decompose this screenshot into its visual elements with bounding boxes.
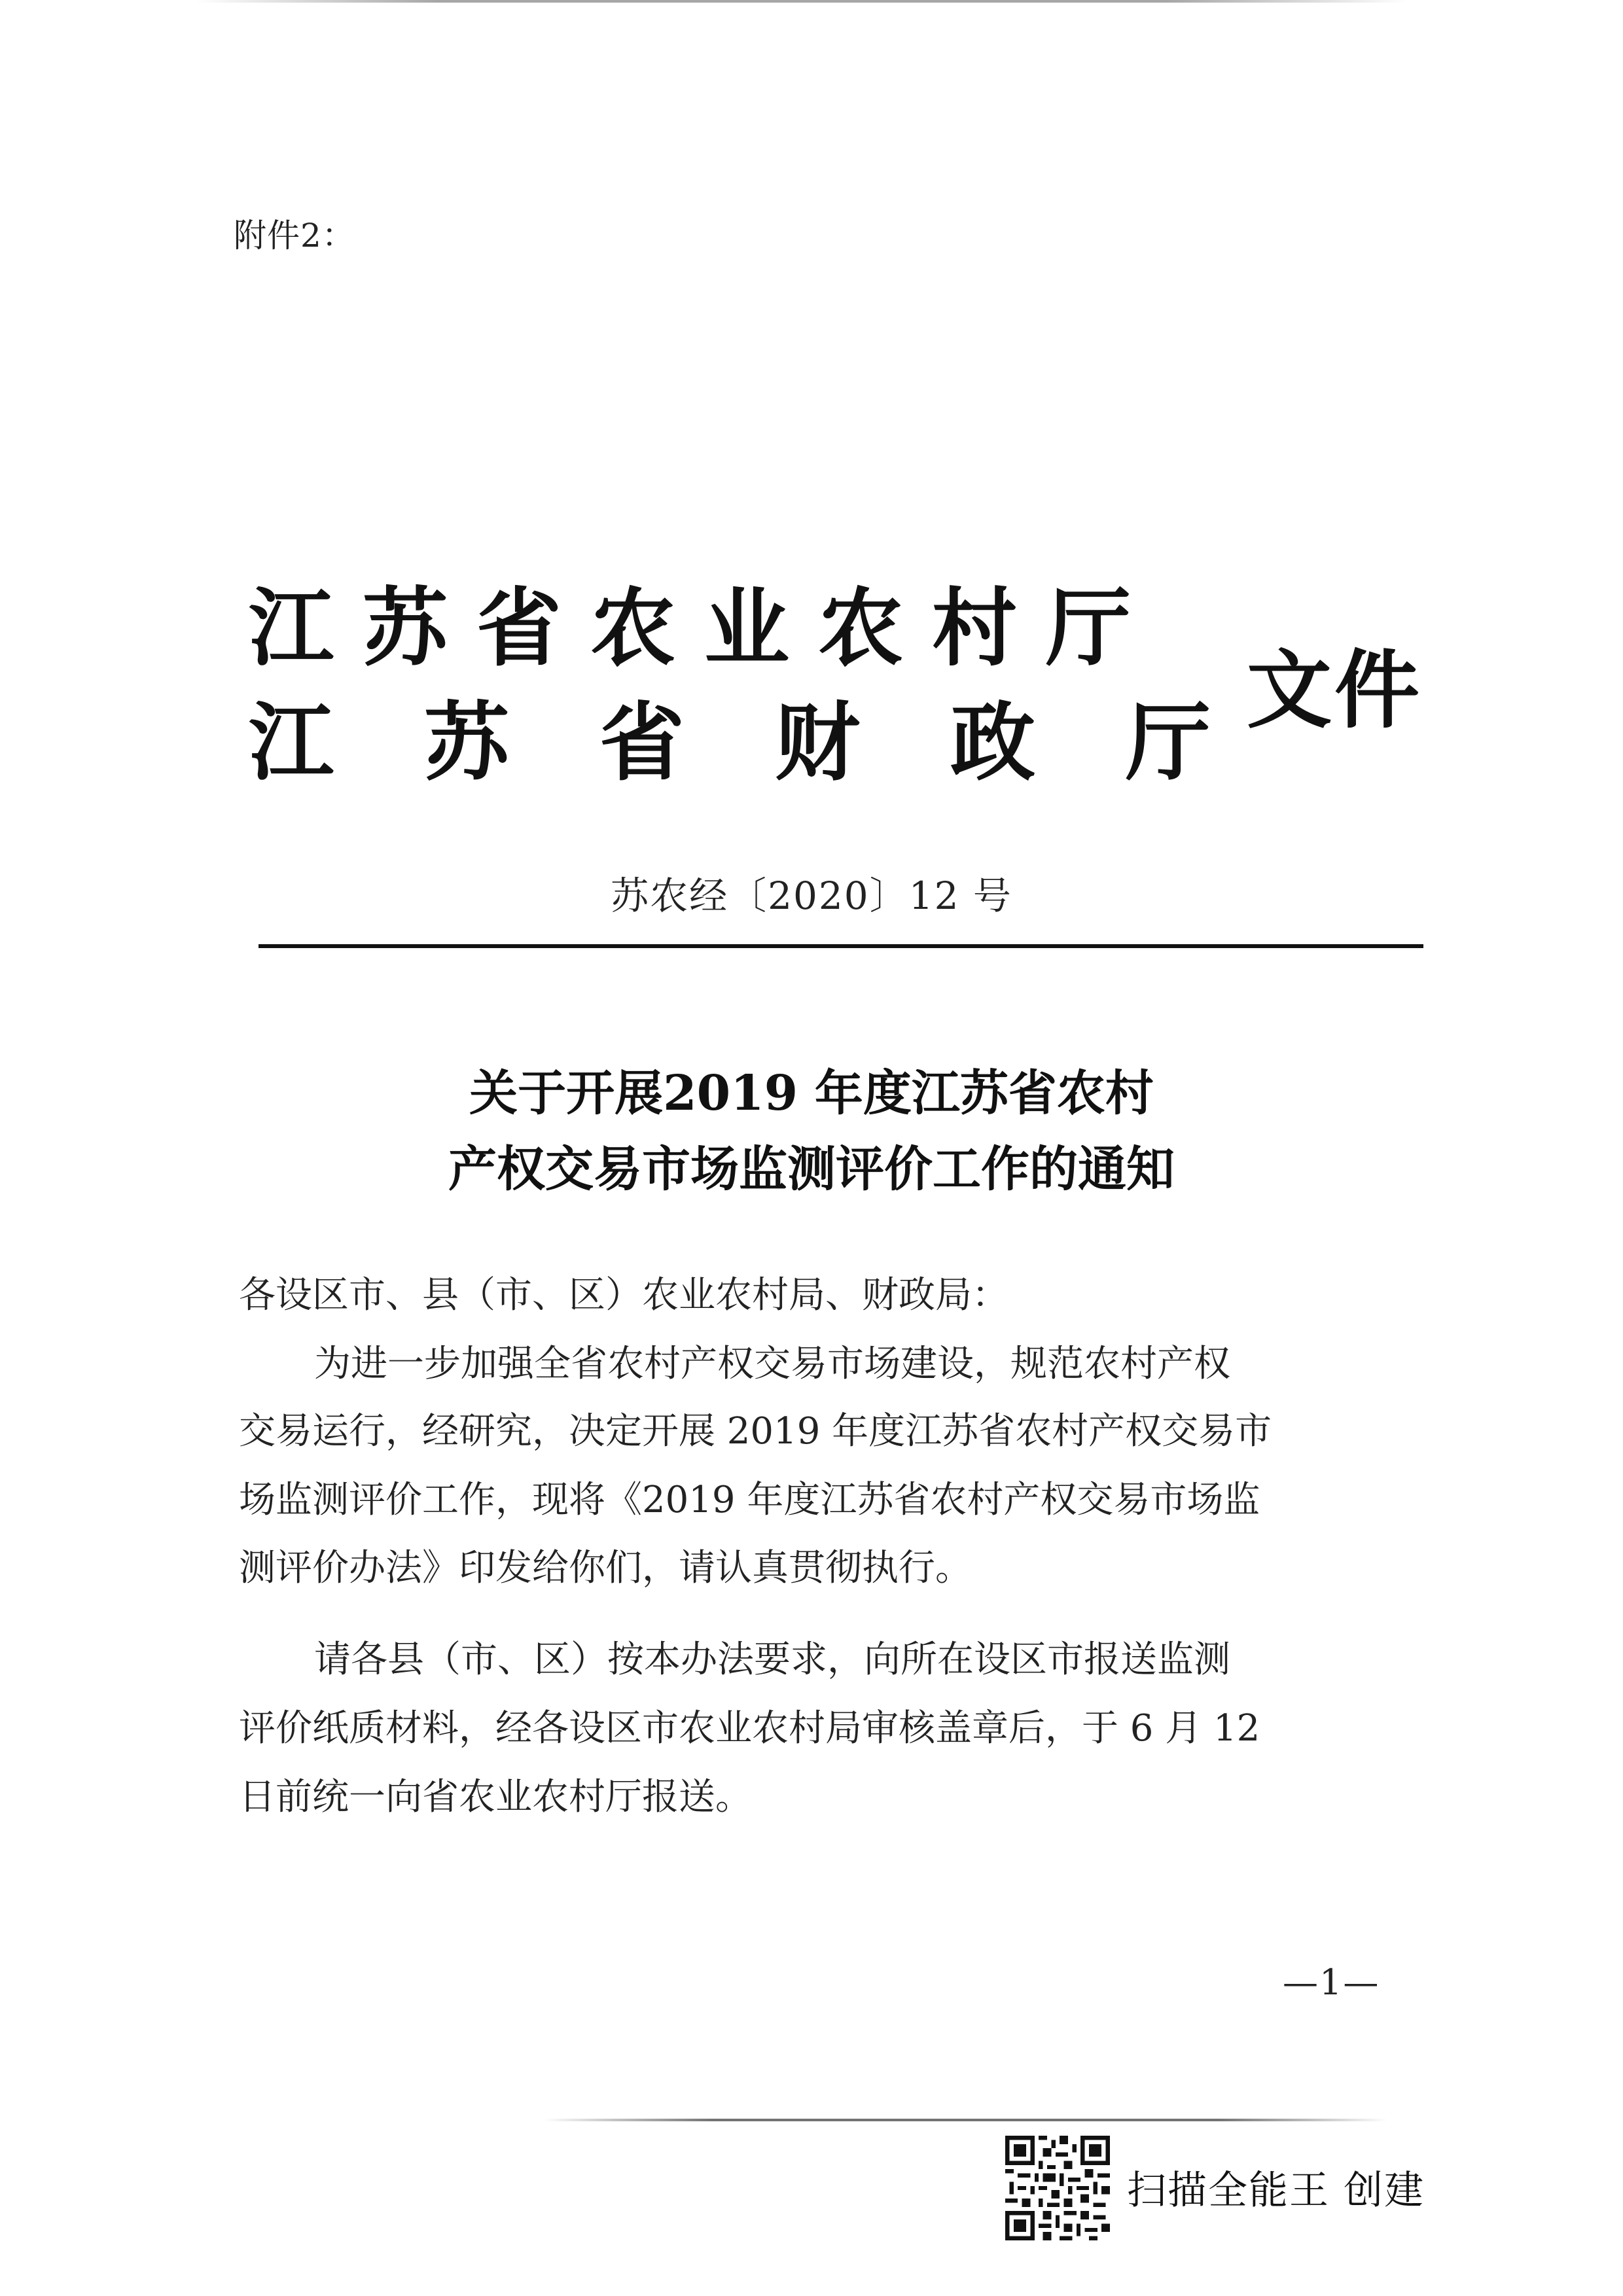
scanner-watermark: 扫描全能王 创建 [1127, 2168, 1425, 2214]
issuer-line-finance: 江苏省财政厅 [249, 692, 1302, 792]
issuer-line-agriculture: 江苏省农业农村厅 [249, 578, 1160, 678]
scan-edge-shadow-bottom [543, 2119, 1387, 2121]
paragraph-1-line: 为进一步加强全省农村产权交易市场建设，规范农村产权 [314, 1343, 1230, 1385]
paragraph-1-line: 测评价办法》印发给你们，请认真贯彻执行。 [239, 1547, 972, 1589]
document-title-line-2: 产权交易市场监测评价工作的通知 [448, 1141, 1175, 1197]
header-divider [259, 944, 1423, 948]
paragraph-2-line: 评价纸质材料，经各设区市农业农村局审核盖章后，于 6 月 12 [239, 1707, 1260, 1750]
document-title-line-1: 关于开展2019 年度江苏省农村 [469, 1065, 1154, 1122]
paragraph-1-line: 交易运行，经研究，决定开展 2019 年度江苏省农村产权交易市 [239, 1410, 1272, 1453]
document-number: 苏农经〔2020〕12 号 [611, 874, 1012, 918]
scan-edge-shadow-top [196, 0, 1407, 3]
paragraph-1-line: 场监测评价工作，现将《2019 年度江苏省农村产权交易市场监 [239, 1479, 1260, 1521]
salutation: 各设区市、县（市、区）农业农村局、财政局： [239, 1274, 1008, 1316]
issuer-suffix: 文件 [1247, 641, 1423, 740]
attachment-label: 附件2： [234, 217, 355, 255]
qr-code-icon [1005, 2136, 1110, 2240]
page-number: —1— [1283, 1962, 1380, 2003]
paragraph-2-line: 日前统一向省农业农村厅报送。 [239, 1776, 752, 1818]
paragraph-2-line: 请各县（市、区）按本办法要求，向所在设区市报送监测 [314, 1638, 1230, 1681]
